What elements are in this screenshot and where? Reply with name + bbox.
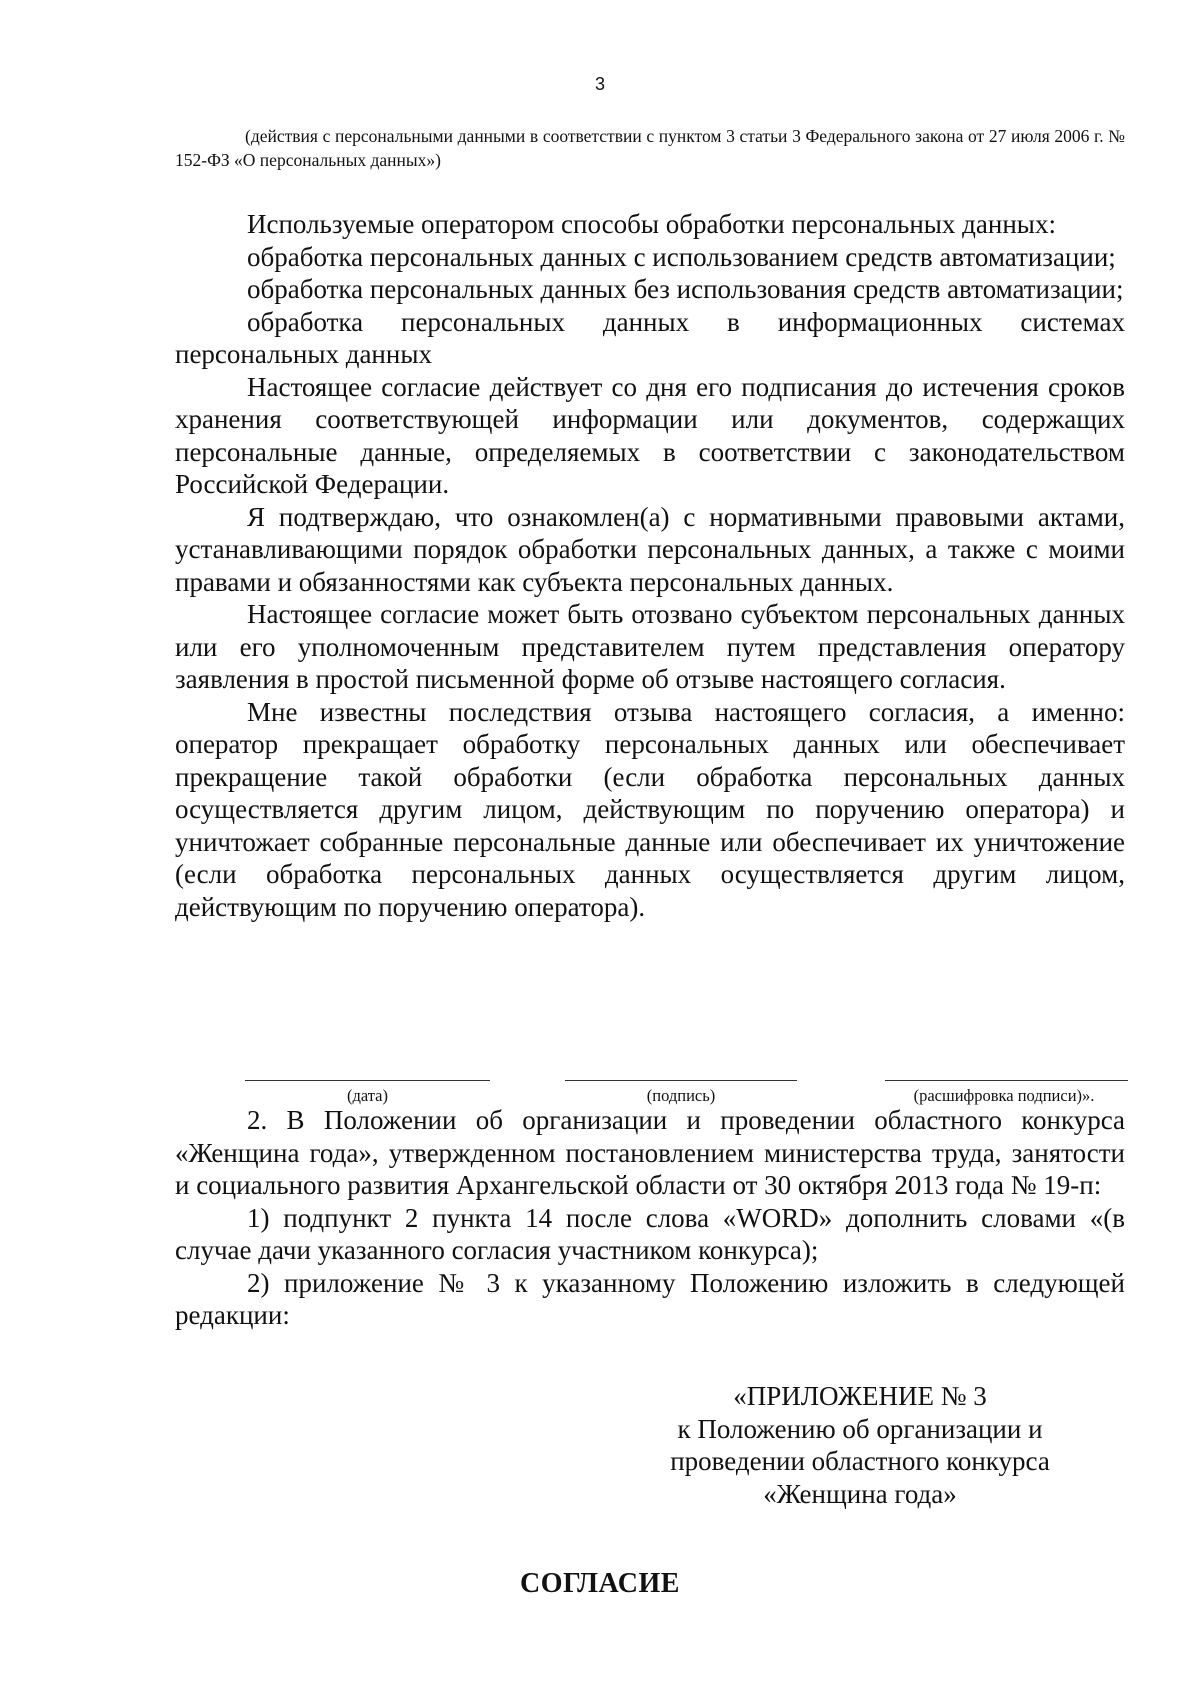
- date-line: [245, 1080, 490, 1081]
- signature-line: [565, 1080, 797, 1081]
- appendix-line-1: «ПРИЛОЖЕНИЕ № 3: [733, 1381, 987, 1411]
- amendment-body: [175, 1104, 1125, 1332]
- decoding-line: [885, 1080, 1128, 1081]
- appendix-line-2: к Положению об организации и: [677, 1413, 1043, 1444]
- paragraph-amendment-intro: 2. В Положении об организации и проведении областного конкурса «Женщина года», утвержденном постановлением министерства труда, занятости и социального развития Архангельской области от 30 октября 2013 года № 19-п:: [175, 1105, 1125, 1200]
- date-caption: (дата): [346, 1086, 389, 1105]
- appendix-header: [640, 1380, 1080, 1510]
- paragraph-method-manual: обработка персональных данных без использования средств автоматизации;: [247, 274, 1124, 304]
- paragraph-consequences: Мне известны последствия отзыва настоящего согласия, а именно: оператор прекращает обработку персональных данных или обеспечивает прекращение такой обработки (если обработка персональных данных осуществляется другим лицом, действующим по поручению оператора) и уничтожает собранные персональные данные или обеспечивает их уничтожение (если обработка персональных данных осуществляется другим лицом, действующим по поручению оператора).: [175, 696, 1125, 922]
- paragraph-acknowledgement: Я подтверждаю, что ознакомлен(а) с нормативными правовыми актами, устанавливающими порядок обработки персональных данных, а также с моими правами и обязанностями как субъекта персональных данных.: [175, 501, 1125, 597]
- decoding-caption: (расшифровка подписи)».: [913, 1086, 1095, 1105]
- paragraph-amendment-1: 1) подпункт 2 пункта 14 после слова «WORD» дополнить словами «(в случае дачи указанного согласия участником конкурса);: [175, 1202, 1125, 1265]
- consent-title: СОГЛАСИЕ: [520, 1568, 680, 1599]
- appendix-line-3: проведении областного конкурса: [670, 1446, 1050, 1476]
- paragraph-method-info-systems: обработка персональных данных в информационных системах персональных данных: [175, 306, 1125, 369]
- appendix-line-4: «Женщина года»: [763, 1478, 957, 1509]
- consent-body: [175, 208, 1125, 923]
- page-number: 3: [594, 74, 605, 94]
- paragraph-validity: Настоящее согласие действует со дня его подписания до истечения сроков хранения соответствующей информации или документов, содержащих персональные данные, определяемых в соответствии с законодательством Российской Федерации.: [175, 371, 1125, 499]
- paragraph-amendment-2: 2) приложение № 3 к указанному Положению изложить в следующей редакции:: [175, 1267, 1125, 1330]
- paragraph-methods-intro: Используемые оператором способы обработки персональных данных:: [247, 209, 1056, 239]
- paragraph-method-automated: обработка персональных данных с использованием средств автоматизации;: [247, 241, 1116, 272]
- paragraph-revocation: Настоящее согласие может быть отозвано субъектом персональных данных или его уполномоченным представителем путем представления оператору заявления в простой письменной форме об отзыве настоящего согласия.: [175, 599, 1125, 694]
- footnote-note: (действия с персональными данными в соответствии с пунктом 3 статьи 3 Федерального закона от 27 июля 2006 г. № 152-ФЗ «О персональных данных»): [175, 126, 1125, 170]
- signature-caption: (подпись): [646, 1086, 716, 1105]
